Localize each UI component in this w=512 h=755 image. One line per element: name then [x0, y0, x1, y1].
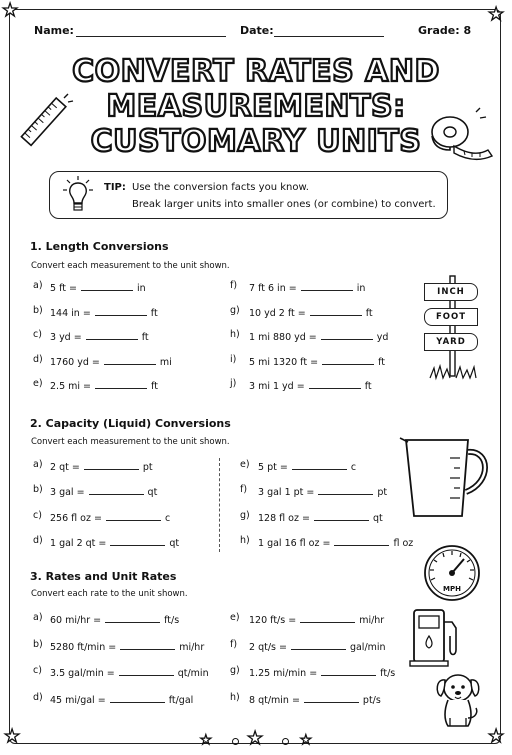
- ruler-icon: [14, 92, 74, 152]
- answer-blank[interactable]: [119, 665, 174, 676]
- star-icon: ★: [2, 0, 19, 21]
- answer-unit: ft/s: [164, 615, 180, 626]
- question-letter: c): [33, 329, 42, 340]
- question-item: [50, 510, 170, 524]
- question-item: [50, 459, 153, 473]
- question-text: 3 yd =: [50, 332, 82, 343]
- answer-unit: yd: [376, 332, 389, 343]
- question-text: 5 pt =: [258, 462, 288, 473]
- question-text: 128 fl oz =: [258, 512, 310, 524]
- answer-unit: qt: [169, 537, 180, 549]
- answer-blank[interactable]: [95, 378, 147, 389]
- question-item: [249, 665, 395, 679]
- question-text: 3 mi 1 yd =: [249, 381, 305, 392]
- answer-unit: c: [350, 462, 357, 473]
- question-letter: b): [33, 638, 43, 650]
- question-item: [249, 612, 384, 626]
- question-letter: e): [240, 459, 250, 470]
- name-field[interactable]: [76, 36, 226, 37]
- answer-unit: in: [356, 283, 366, 294]
- grade-label: Grade: 8: [418, 24, 472, 37]
- answer-blank[interactable]: [105, 612, 160, 623]
- section-instruction: Convert each measurement to the unit shown.: [31, 261, 230, 271]
- question-letter: d): [33, 691, 43, 703]
- question-item: [258, 484, 387, 498]
- question-letter: i): [230, 353, 237, 365]
- answer-unit: ft: [151, 381, 158, 392]
- gas-pump-icon: [408, 606, 468, 668]
- question-item: [249, 378, 372, 392]
- question-text: 2 qt/s =: [249, 641, 287, 653]
- answer-blank[interactable]: [321, 329, 373, 340]
- question-text: 5280 ft/min =: [50, 641, 117, 653]
- answer-blank[interactable]: [304, 692, 359, 703]
- answer-unit: pt/s: [362, 694, 381, 706]
- answer-blank[interactable]: [309, 378, 361, 389]
- answer-blank[interactable]: [292, 459, 347, 470]
- question-item: [249, 692, 381, 706]
- question-item: [50, 639, 204, 653]
- tape-measure-icon: [424, 106, 496, 164]
- question-letter: g): [230, 304, 240, 316]
- answer-unit: c: [164, 512, 171, 524]
- question-item: [50, 612, 179, 626]
- question-letter: c): [33, 665, 42, 676]
- answer-blank[interactable]: [110, 692, 165, 703]
- question-text: 120 ft/s =: [249, 615, 297, 626]
- answer-blank[interactable]: [300, 612, 355, 623]
- question-text: 1 mi 880 yd =: [249, 332, 317, 343]
- sign-inch: INCH: [424, 283, 478, 301]
- question-letter: g): [240, 509, 250, 521]
- question-text: 1.25 mi/min =: [249, 668, 318, 679]
- question-text: 5 mi 1320 ft =: [249, 356, 319, 368]
- question-text: 3.5 gal/min =: [50, 668, 115, 679]
- question-letter: f): [230, 638, 238, 650]
- answer-blank[interactable]: [318, 484, 373, 495]
- question-item: [50, 378, 158, 392]
- question-item: [249, 329, 388, 343]
- answer-unit: in: [136, 283, 146, 294]
- tip-label: TIP:: [104, 182, 126, 193]
- question-text: 3 gal 1 pt =: [258, 487, 315, 499]
- answer-blank[interactable]: [322, 354, 374, 365]
- answer-unit: ft: [378, 356, 385, 368]
- answer-unit: gal/min: [349, 641, 386, 653]
- answer-unit: pt: [377, 487, 388, 499]
- answer-blank[interactable]: [110, 535, 165, 546]
- tip-text-line1: Use the conversion facts you know.: [132, 182, 309, 193]
- question-item: [249, 354, 385, 368]
- question-letter: h): [230, 691, 240, 703]
- question-text: 2.5 mi =: [50, 381, 92, 392]
- question-item: [50, 354, 172, 368]
- question-letter: b): [33, 484, 43, 496]
- lightbulb-icon: [62, 175, 94, 215]
- star-icon: ★: [300, 733, 312, 748]
- answer-blank[interactable]: [84, 459, 139, 470]
- answer-unit: mi/hr: [359, 615, 385, 626]
- question-letter: d): [33, 353, 43, 365]
- answer-unit: ft: [141, 332, 149, 343]
- answer-unit: qt: [372, 512, 383, 524]
- question-text: 60 mi/hr =: [50, 615, 102, 626]
- name-label: Name:: [34, 24, 74, 37]
- question-item: [258, 510, 383, 524]
- question-letter: h): [230, 329, 240, 340]
- question-letter: e): [230, 612, 240, 623]
- sign-yard: YARD: [424, 333, 478, 351]
- star-icon: ★: [488, 4, 505, 25]
- question-item: [50, 305, 158, 319]
- answer-blank[interactable]: [321, 665, 376, 676]
- answer-blank[interactable]: [314, 510, 369, 521]
- question-letter: e): [33, 378, 43, 389]
- answer-blank[interactable]: [291, 639, 346, 650]
- question-letter: f): [230, 280, 238, 291]
- answer-blank[interactable]: [86, 329, 138, 340]
- question-text: 7 ft 6 in =: [249, 283, 297, 294]
- answer-unit: pt: [142, 462, 153, 473]
- answer-unit: ft/s: [380, 668, 396, 679]
- question-letter: h): [240, 534, 250, 546]
- answer-unit: mi: [159, 356, 172, 368]
- question-item: [50, 535, 179, 549]
- answer-unit: ft/gal: [168, 694, 194, 706]
- dot-icon: [232, 738, 239, 745]
- question-item: [50, 692, 193, 706]
- answer-unit: ft: [365, 307, 373, 319]
- question-item: [50, 280, 146, 294]
- question-item: [249, 639, 386, 653]
- question-letter: b): [33, 304, 43, 316]
- worksheet-title-line1: CONVERT RATES AND: [72, 54, 440, 89]
- question-text: 1 gal 2 qt =: [50, 537, 107, 549]
- answer-blank[interactable]: [310, 305, 362, 316]
- section-title: 3. Rates and Unit Rates: [30, 570, 177, 583]
- worksheet-title-line3: CUSTOMARY UNITS: [90, 124, 422, 159]
- answer-unit: ft: [150, 307, 158, 319]
- answer-unit: qt: [147, 487, 158, 499]
- question-letter: c): [33, 509, 42, 521]
- question-text: 256 fl oz =: [50, 512, 102, 524]
- question-item: [249, 280, 365, 294]
- question-letter: a): [33, 459, 43, 470]
- answer-blank[interactable]: [301, 280, 353, 291]
- answer-blank[interactable]: [95, 305, 147, 316]
- question-text: 2 qt =: [50, 462, 80, 473]
- date-label: Date:: [240, 24, 274, 37]
- star-icon: ★: [4, 726, 21, 747]
- question-item: [50, 329, 149, 343]
- star-icon: ★: [247, 728, 264, 749]
- worksheet-header: [0, 22, 512, 42]
- star-icon: ★: [488, 726, 505, 747]
- answer-unit: qt/min: [177, 668, 209, 679]
- question-text: 1760 yd =: [50, 356, 100, 368]
- question-letter: f): [240, 484, 248, 496]
- answer-blank[interactable]: [104, 354, 156, 365]
- answer-blank[interactable]: [106, 510, 161, 521]
- tip-text-line2: Break larger units into smaller ones (or combine) to convert.: [132, 199, 436, 210]
- answer-unit: mi/hr: [179, 641, 205, 653]
- answer-blank[interactable]: [81, 280, 133, 291]
- question-text: 144 in =: [50, 307, 91, 319]
- star-icon: ★: [200, 733, 212, 748]
- question-letter: g): [230, 665, 240, 676]
- question-letter: a): [33, 612, 43, 623]
- measuring-cup-icon: [398, 432, 496, 522]
- question-text: 5 ft =: [50, 283, 77, 294]
- question-item: [50, 665, 209, 679]
- question-item: [50, 484, 157, 498]
- date-field[interactable]: [274, 36, 384, 37]
- tip-box: [49, 171, 448, 219]
- question-text: 45 mi/gal =: [50, 694, 106, 706]
- question-text: 10 yd 2 ft =: [249, 307, 306, 319]
- question-item: [249, 305, 373, 319]
- section-title: 2. Capacity (Liquid) Conversions: [30, 417, 231, 430]
- question-letter: d): [33, 534, 43, 546]
- answer-blank[interactable]: [334, 535, 389, 546]
- question-letter: j): [230, 378, 237, 389]
- question-letter: a): [33, 280, 43, 291]
- question-item: [258, 535, 413, 549]
- question-item: [258, 459, 356, 473]
- answer-blank[interactable]: [89, 484, 144, 495]
- section-instruction: Convert each measurement to the unit shown.: [31, 437, 230, 447]
- question-text: 3 gal =: [50, 487, 85, 499]
- column-divider: [219, 458, 220, 552]
- speedometer-label: MPH: [443, 585, 461, 593]
- answer-unit: fl oz: [393, 537, 414, 549]
- worksheet-title-line2: MEASUREMENTS:: [106, 89, 406, 124]
- question-text: 1 gal 16 fl oz =: [258, 537, 331, 549]
- section-instruction: Convert each rate to the unit shown.: [31, 589, 188, 599]
- section-title: 1. Length Conversions: [30, 240, 169, 253]
- dot-icon: [282, 738, 289, 745]
- dog-icon: [430, 668, 486, 730]
- question-text: 8 qt/min =: [249, 694, 300, 706]
- sign-foot: FOOT: [424, 308, 478, 326]
- answer-blank[interactable]: [120, 639, 175, 650]
- answer-unit: ft: [364, 381, 372, 392]
